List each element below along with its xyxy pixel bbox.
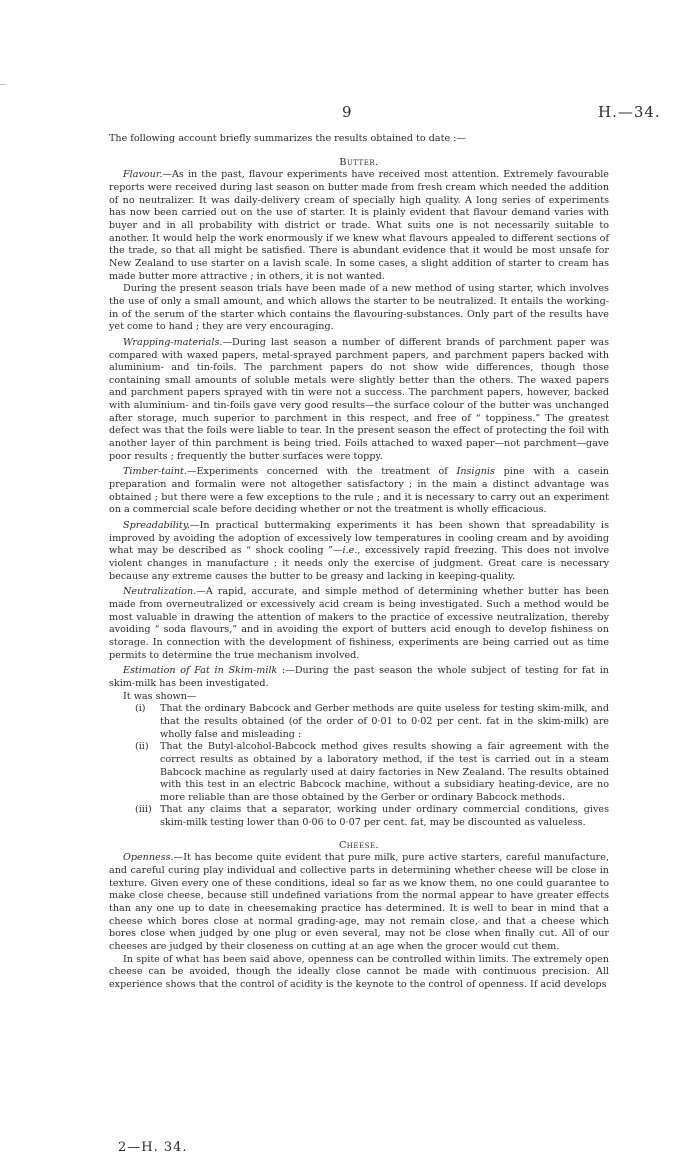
document-reference: H.—34.: [598, 103, 661, 121]
paragraph-title: Neutralization.: [123, 586, 197, 598]
paragraph-text: —During last season a number of different brands of parchment paper was compared with waxed papers, metal-sprayed parchment papers, and parchment papers backed with aluminium- and tin-foils. The parchment papers do not show wide differences, though those containing small amounts of soluble metals were slightly better than the others. The waxed papers and parchment papers sprayed with tin were not a success. The parchment papers, however, backed with aluminium- and tin-foils gave very good results—the surface colour of the butter was unchanged after storage, much superior to parchment in this respect, and free of “ toppiness.” The greatest defect was that the foils were liable to tear. In the present season the effect of protecting the foil with another layer of thin parchment is being tried. Foils attached to waxed paper—not parchment—gave poor results ; frequently the butter surfaces were toppy.: [109, 336, 609, 462]
paragraph-title: Flavour.: [123, 169, 163, 181]
paragraph-text: —In practical buttermaking experiments it has been shown that spreadability is improved by avoiding the adoption of excessively low temperatures in cooling cream and by avoiding what may be described as “ shock cooling ”—: [109, 520, 609, 557]
paragraph-flavour-2: During the present season trials have been made of a new method of using starter, which involves the use of only a small amount, and which allows the starter to be neutralized. It entails the working-in of the serum of the starter which contains the flavouring-substances. Only part of the results have yet come to hand ; they are very encouraging.: [109, 283, 609, 333]
list-item-text: That the Butyl-alcohol-Babcock method gives results showing a fair agreement with the correct results as obtained by a laboratory method, if the test is carried out in a steam Babcock machine as regularly used at dairy factories in New Zealand. The results obtained with this test in an electric Babcock machine, without a subsidiary heating-device, are no more reliable than are those obtained by the Gerber or ordinary Babcock methods.: [160, 741, 609, 803]
paragraph-title: Spreadability.: [123, 520, 190, 532]
species-name: Insignis: [456, 466, 495, 478]
list-item-number: (iii): [135, 804, 152, 816]
intro-paragraph: The following account briefly summarizes the results obtained to date :—: [109, 133, 466, 144]
list-item-number: (i): [135, 703, 146, 715]
list-item: [135, 741, 609, 804]
paragraph-openness: [109, 852, 609, 953]
abbreviation: i.e.: [342, 545, 358, 557]
margin-mark: [0, 84, 6, 85]
list-intro: It was shown—: [123, 690, 197, 702]
list-item-text: That any claims that a separator, working under ordinary commercial conditions, gives skim-milk testing lower than 0·06 to 0·07 per cent. fat, may be discounted as valueless.: [160, 804, 609, 829]
list-item: [135, 804, 609, 829]
findings-list: [135, 703, 609, 830]
paragraph-text: , excessively rapid freezing. This does not involve violent changes in manufacture ; it needs only the exercise of judgment. Great care is necessary because any extreme causes the butter to be greasy and lacking in keeping-quality.: [109, 545, 610, 582]
list-item-number: (ii): [135, 741, 149, 753]
paragraph-flavour: [109, 169, 609, 283]
paragraph-fat-estimation: [109, 665, 609, 690]
paragraph-wrapping: [109, 337, 609, 464]
page-number: 9: [342, 103, 352, 121]
paragraph-openness-2: In spite of what has been said above, openness can be controlled within limits. The extremely open cheese can be avoided, though the ideally close cannot be made with continuous precision. All experience shows that the control of acidity is the keynote to the control of openness. If acid develops: [109, 953, 609, 990]
paragraph-text: —It has become quite evident that pure milk, pure active starters, careful manufacture, and careful curing play individual and collective parts in determining whether cheese will be close in texture. Given every one of these conditions, ideal so far as we know them, no one could guarantee to make close cheese, because still undefined variations from the normal appear to have greater effects than any one up to date in cheesemaking practice has determined. It is well to bear in mind that a cheese which bores close at normal grading-age, may not remain close, and that a cheese which bores close when judged by one plug or even several, may not be close when finally cut. All of our cheeses are judged by their closeness on cutting at an age when the grocer would cut them.: [109, 852, 609, 953]
paragraph-spreadability: [109, 520, 609, 583]
paragraph-title: Timber-taint.: [123, 466, 187, 478]
paragraph-title: Wrapping-materials.: [123, 336, 223, 348]
body-text: [109, 133, 609, 992]
section-heading-cheese: Cheese.: [338, 839, 380, 851]
section-heading-butter: Butter.: [339, 156, 379, 168]
paragraph-text: :—During the past season the whole subject of testing for fat in skim-milk has been investigated.: [109, 665, 609, 689]
list-item-text: That the ordinary Babcock and Gerber methods are quite useless for testing skim-milk, and that the results obtained (of the order of 0·01 to 0·02 per cent. fat in the skim-milk) are wholly false and misleading :: [160, 703, 609, 740]
paragraph-text: —Experiments concerned with the treatment of: [186, 466, 457, 478]
paragraph-text: —A rapid, accurate, and simple method of determining whether butter has been made from overneutralized or excessively acid cream is being investigated. Such a method would be most valuable in drawing the attention of makers to the practice of excessive neutralization, thereby avoiding “ soda flavours,” and in avoiding the export of butters acid enough to develop fishiness on storage. In connection with the development of fishiness, experiments are being carried out as time permits to determine the true mechanism involved.: [109, 586, 609, 661]
paragraph-timber-taint: [109, 466, 609, 517]
footer-signature: 2—H. 34.: [118, 1140, 188, 1155]
paragraph-text: —As in the past, flavour experiments have received most attention. Extremely favourable reports were received during last season on butter made from fresh cream which needed the addition of no neutralizer. It was daily-delivery cream of specially high quality. A long series of experiments has now been carried out on the use of starter. It is plainly evident that flavour demand varies with buyer and in all probability with district or trade. What suits one is not necessarily suitable to another. It would help the work enormously if we knew what flavours appealed to different sections of the trade, so that all might be satisfied. There is abundant evidence that it would be most unsafe for New Zealand to use starter on a lavish scale. In some cases, a slight addition of starter to cream has made butter more attractive ; in others, it is not wanted.: [109, 169, 609, 282]
paragraph-text: pine with a casein preparation and formalin were not altogether satisfactory ; in the main a distinct advantage was obtained ; but there were a few exceptions to the rule ; and it is necessary to carry out an experiment on a commercial scale before deciding whether or not the treatment is wholly efficacious.: [109, 466, 609, 516]
paragraph-title: Openness.: [123, 852, 174, 864]
paragraph-title: Estimation of Fat in Skim-milk: [123, 665, 278, 677]
list-item: [135, 703, 609, 741]
paragraph-neutralization: [109, 586, 609, 662]
